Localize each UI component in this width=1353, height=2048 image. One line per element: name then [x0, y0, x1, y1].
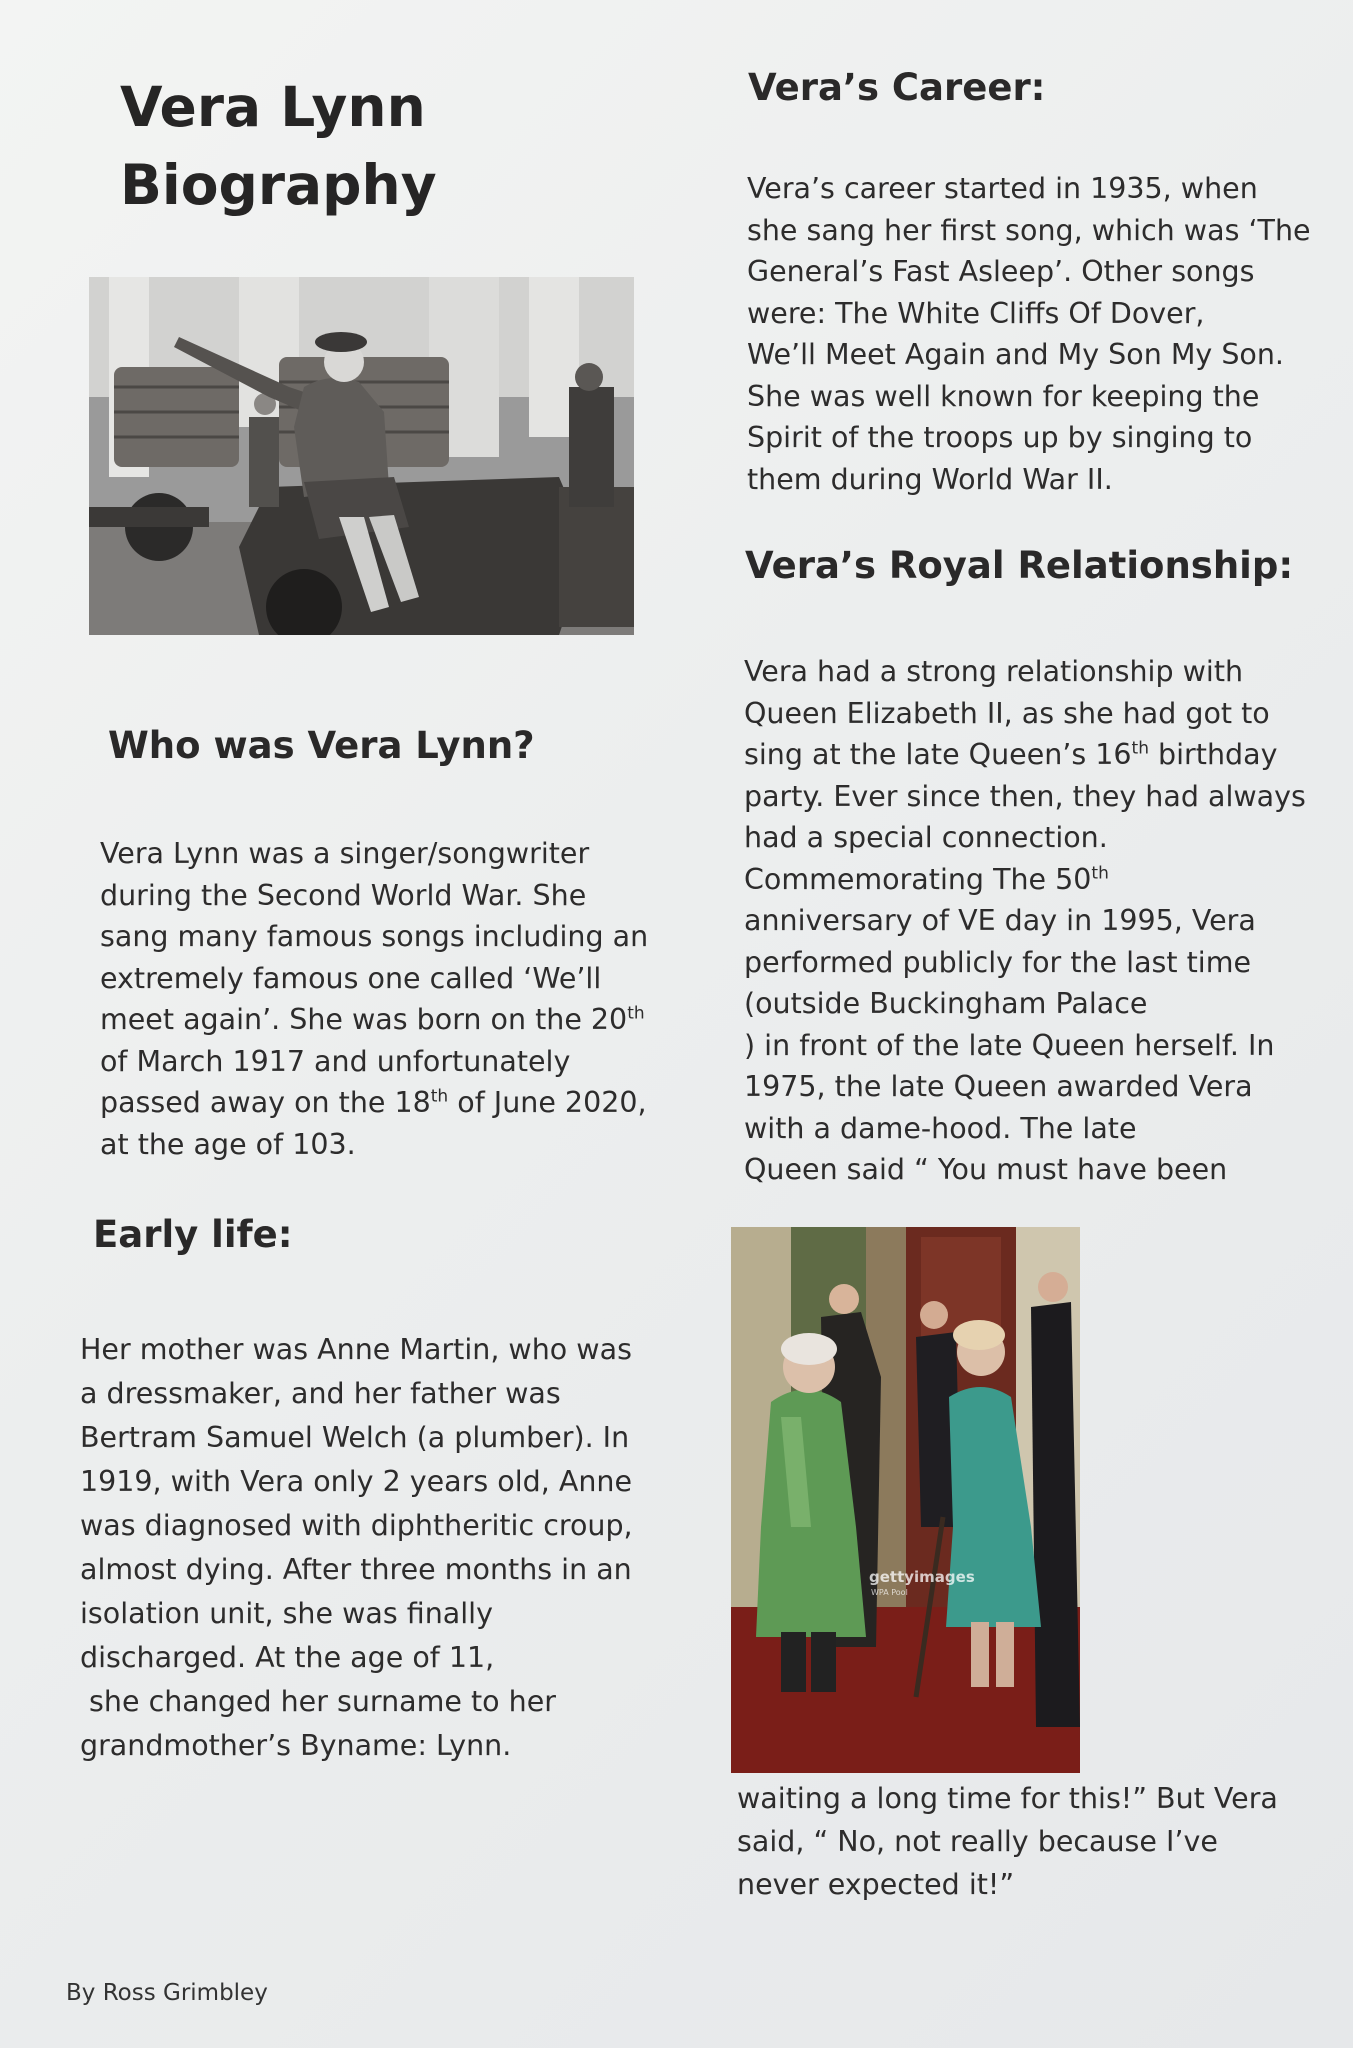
royal-cont-line: never expected it!”	[737, 1868, 1015, 1901]
vera-jeep-photo-graphic	[89, 277, 634, 635]
career-line: We’ll Meet Again and My Son My Son.	[747, 338, 1284, 371]
early-line: was diagnosed with diphtheritic croup,	[80, 1509, 633, 1542]
early-line: almost dying. After three months in an	[80, 1553, 632, 1586]
royal-line: with a dame-hood. The late	[744, 1111, 1137, 1145]
who-line: extremely famous one called ‘We’ll	[100, 961, 602, 995]
royal-line-text: sing at the late Queen’s 16	[744, 738, 1132, 771]
ordinal-suffix: th	[1091, 863, 1109, 883]
career-line: General’s Fast Asleep’. Other songs	[747, 255, 1255, 288]
who-paragraph	[100, 833, 648, 1165]
who-heading: Who was Vera Lynn?	[108, 724, 535, 767]
early-line: Her mother was Anne Martin, who was	[80, 1333, 632, 1366]
royal-line-text: Commemorating The 50	[744, 862, 1092, 896]
royal-line	[744, 734, 1306, 776]
royal-cont-line: said, “ No, not really because I’ve	[737, 1825, 1218, 1858]
royal-line: performed publicly for the last time	[744, 945, 1252, 979]
vera-jeep-photo	[89, 277, 634, 635]
royal-line: had a special connection.	[744, 821, 1108, 854]
royal-line: anniversary of VE day in 1995, Vera	[744, 904, 1256, 937]
royal-continued-paragraph	[737, 1777, 1278, 1906]
royal-line: Queen said “ You must have been	[744, 1153, 1228, 1186]
career-line: were: The White Cliffs Of Dover,	[747, 296, 1205, 330]
who-line	[100, 999, 648, 1041]
early-line: Bertram Samuel Welch (a plumber). In	[80, 1421, 630, 1454]
byline: By Ross Grimbley	[66, 1980, 268, 2006]
early-paragraph	[80, 1328, 633, 1768]
who-line: Vera Lynn was a singer/songwriter	[100, 837, 590, 870]
title-line-2: Biography	[120, 153, 437, 217]
royal-line: party. Ever since then, they had always	[744, 779, 1306, 813]
early-heading: Early life:	[93, 1213, 293, 1256]
royal-line: Queen Elizabeth II, as she had got to	[744, 696, 1270, 730]
royal-line: (outside Buckingham Palace	[744, 987, 1148, 1020]
early-line: isolation unit, she was finally	[80, 1597, 493, 1630]
career-line: them during World War II.	[747, 462, 1113, 496]
royal-line: ) in front of the late Queen herself. In	[744, 1028, 1275, 1062]
queen-vera-photo-graphic	[731, 1227, 1080, 1773]
career-line: she sang her first song, which was ‘The	[747, 213, 1311, 247]
early-line: 1919, with Vera only 2 years old, Anne	[80, 1465, 632, 1498]
photo-credit: WPA Pool	[871, 1588, 908, 1597]
title-line-1: Vera Lynn	[120, 75, 426, 139]
career-line: Vera’s career started in 1935, when	[747, 172, 1258, 205]
early-line: a dressmaker, and her father was	[80, 1377, 561, 1410]
who-line: of March 1917 and unfortunately	[100, 1044, 571, 1078]
royal-heading: Vera’s Royal Relationship:	[745, 544, 1294, 587]
getty-watermark: gettyimages	[869, 1568, 975, 1586]
who-line-text: meet again’. She was born on the 20	[100, 1003, 628, 1036]
early-line: discharged. At the age of 11,	[80, 1641, 495, 1674]
royal-line: 1975, the late Queen awarded Vera	[744, 1070, 1253, 1103]
royal-line: Vera had a strong relationship with	[744, 655, 1244, 688]
who-line: at the age of 103.	[100, 1127, 356, 1161]
page-title	[120, 68, 437, 224]
who-line: during the Second World War. She	[100, 878, 587, 912]
early-line: grandmother’s Byname: Lynn.	[80, 1729, 512, 1762]
career-line: Spirit of the troops up by singing to	[747, 421, 1253, 454]
ordinal-suffix: th	[627, 1003, 645, 1024]
career-paragraph	[747, 168, 1311, 500]
ordinal-suffix: th	[430, 1086, 449, 1107]
who-line-text: of June 2020,	[448, 1086, 647, 1119]
who-line: sang many famous songs including an	[100, 920, 649, 953]
who-line-text: passed away on the 18	[100, 1086, 431, 1119]
ordinal-suffix: th	[1131, 738, 1149, 759]
royal-line-text: birthday	[1148, 738, 1278, 771]
career-heading: Vera’s Career:	[748, 66, 1046, 109]
career-line: She was well known for keeping the	[747, 379, 1260, 413]
royal-line	[744, 859, 1306, 901]
royal-cont-line: waiting a long time for this!” But Vera	[737, 1782, 1278, 1815]
royal-paragraph	[744, 651, 1306, 1191]
who-line	[100, 1082, 648, 1124]
queen-vera-photo	[731, 1227, 1080, 1773]
early-line: she changed her surname to her	[80, 1685, 556, 1718]
